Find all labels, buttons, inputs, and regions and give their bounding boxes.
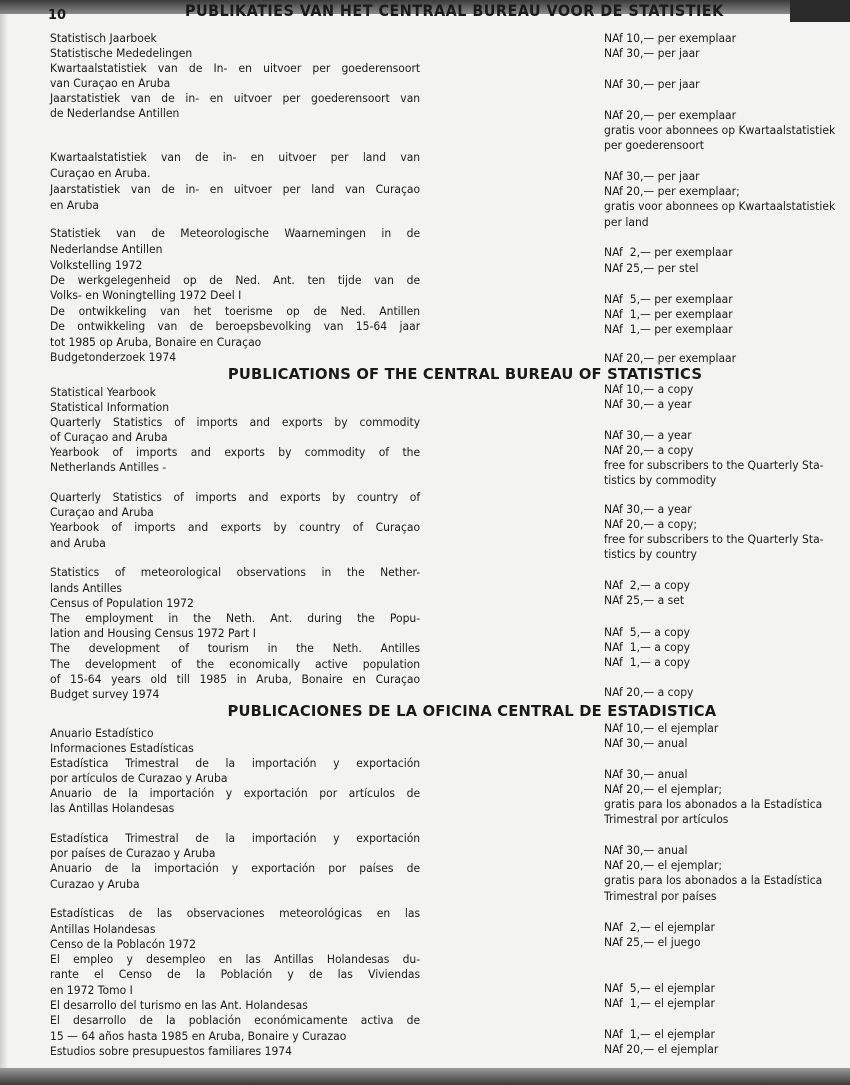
dutch-price-line: gratis voor abonnees op Kwartaalstatistiek (604, 123, 836, 137)
english-price-line: NAf 10,— a copy (604, 382, 694, 396)
spanish-publication-title-line: El desarrollo del turismo en las Ant. Holandesas (50, 998, 308, 1012)
dutch-publication-title-line: Jaarstatistiek van de in- en uitvoer per goederensoort van (50, 91, 421, 105)
dutch-publication-title-line: van Curaçao en Aruba (50, 76, 171, 90)
dutch-publication-title-line: Kwartaalstatistiek van de In- en uitvoer per goederensoort (50, 61, 421, 75)
english-publication-title-line: Census of Population 1972 (50, 596, 194, 610)
english-publication-title-line: Quarterly Statistics of imports and exports by country of (50, 490, 421, 504)
spanish-publication-title-line: El empleo y desempleo en las Antillas Holandesas du- (50, 952, 421, 966)
spanish-publication-title-line: Estadística Trimestral de la importación y exportación (50, 831, 421, 845)
spanish-publication-title-line: por países de Curazao y Aruba (50, 846, 216, 860)
english-publication-title-line: Budget survey 1974 (50, 687, 160, 701)
dutch-publication-title-line: Kwartaalstatistiek van de in- en uitvoer per land van (50, 150, 421, 164)
dutch-publication-title-line: Volks- en Woningtelling 1972 Deel I (50, 288, 242, 302)
spanish-price-line: NAf 1,— el ejemplar (604, 1027, 715, 1041)
spanish-price-line: NAf 20,— el ejemplar; (604, 782, 722, 796)
spanish-price-line: NAf 20,— el ejemplar; (604, 858, 722, 872)
english-publication-title-line: Curaçao and Aruba (50, 505, 154, 519)
english-publication-title-line: Statistical Information (50, 400, 170, 414)
english-publication-title-line: of Curaçao and Aruba (50, 430, 168, 444)
dutch-price-line: gratis voor abonnees op Kwartaalstatistiek (604, 199, 836, 213)
english-price-line: NAf 2,— a copy (604, 578, 690, 592)
scan-bottom-edge (0, 1068, 850, 1085)
spanish-price-line: NAf 5,— el ejemplar (604, 981, 715, 995)
english-price-line: NAf 5,— a copy (604, 625, 690, 639)
scan-left-edge (0, 14, 8, 1068)
english-price-line: NAf 30,— a year (604, 502, 692, 516)
dutch-publication-title-line: De werkgelegenheid op de Ned. Ant. ten tijde van de (50, 273, 421, 287)
spanish-publication-title-line: Curazao y Aruba (50, 877, 140, 891)
spanish-publication-title-line: Estadísticas de las observaciones meteorológicas en las (50, 906, 421, 920)
english-price-line: NAf 30,— a year (604, 428, 692, 442)
english-publication-title-line: Yearbook of imports and exports by country of Curaçao (50, 520, 421, 534)
spanish-price-line: NAf 20,— el ejemplar (604, 1042, 719, 1056)
english-price-line: NAf 25,— a set (604, 593, 685, 607)
spanish-publication-title-line: 15 — 64 años hasta 1985 en Aruba, Bonaire y Curazao (50, 1029, 347, 1043)
dutch-publication-title-line: Statistische Mededelingen (50, 46, 193, 60)
english-price-line: NAf 1,— a copy (604, 655, 690, 669)
spanish-publication-title-line: rante el Censo de la Población y de las Viviendas (50, 967, 421, 981)
english-price-line: NAf 20,— a copy; (604, 517, 698, 531)
scan-corner-shadow (790, 0, 850, 22)
english-publication-title-line: The employment in the Neth. Ant. during the Popu- (50, 611, 421, 625)
dutch-price-line: NAf 30,— per jaar (604, 169, 700, 183)
spanish-price-line: Trimestral por países (604, 889, 717, 903)
english-publication-title-line: The development of tourism in the Neth. Antilles (50, 641, 421, 655)
spanish-publication-title-line: por artículos de Curazao y Aruba (50, 771, 228, 785)
spanish-publication-title-line: en 1972 Tomo I (50, 983, 133, 997)
english-publication-title-line: and Aruba (50, 536, 106, 550)
dutch-publication-title-line: en Aruba (50, 198, 99, 212)
spanish-publication-title-line: Informaciones Estadísticas (50, 741, 194, 755)
english-price-line: NAf 20,— a copy (604, 443, 694, 457)
dutch-publication-title-line: tot 1985 op Aruba, Bonaire en Curaçao (50, 335, 262, 349)
dutch-price-line: NAf 30,— per jaar (604, 77, 700, 91)
english-publication-title-line: Netherlands Antilles - (50, 460, 167, 474)
dutch-price-line: NAf 5,— per exemplaar (604, 292, 733, 306)
page-title: PUBLIKATIES VAN HET CENTRAAL BUREAU VOOR DE STATISTIEK (185, 1, 724, 20)
dutch-publication-title-line: De ontwikkeling van het toerisme op de Ned. Antillen (50, 304, 421, 318)
spanish-price-line: NAf 30,— anual (604, 843, 688, 857)
section-heading-english: PUBLICATIONS OF THE CENTRAL BUREAU OF STATISTICS (227, 365, 703, 383)
dutch-publication-title-line: Volkstelling 1972 (50, 258, 143, 272)
dutch-price-line: NAf 30,— per jaar (604, 46, 700, 60)
english-publication-title-line: lation and Housing Census 1972 Part I (50, 626, 256, 640)
spanish-publication-title-line: Anuario Estadístico (50, 726, 154, 740)
section-heading-spanish: PUBLICACIONES DE LA OFICINA CENTRAL DE ESTADISTICA (227, 702, 717, 720)
spanish-price-line: NAf 2,— el ejemplar (604, 920, 715, 934)
dutch-publication-title-line: Jaarstatistiek van de in- en uitvoer per land van Curaçao (50, 182, 421, 196)
spanish-price-line: gratis para los abonados a la Estadística (604, 797, 823, 811)
english-publication-title-line: Statistics of meteorological observations in the Nether- (50, 565, 421, 579)
spanish-publication-title-line: Anuario de la importación y exportación por países de (50, 861, 421, 875)
spanish-price-line: NAf 30,— anual (604, 736, 688, 750)
spanish-price-line: NAf 1,— el ejemplar (604, 996, 715, 1010)
english-price-line: free for subscribers to the Quarterly Sta- (604, 458, 824, 472)
dutch-publication-title-line: De ontwikkeling van de beroepsbevolking van 15-64 jaar (50, 319, 421, 333)
spanish-price-line: Trimestral por artículos (604, 812, 729, 826)
english-publication-title-line: Statistical Yearbook (50, 385, 156, 399)
dutch-price-line: NAf 1,— per exemplaar (604, 307, 733, 321)
dutch-price-line: NAf 25,— per stel (604, 261, 699, 275)
spanish-price-line: NAf 25,— el juego (604, 935, 701, 949)
dutch-publication-title-line: Curaçao en Aruba. (50, 166, 151, 180)
dutch-price-line: NAf 20,— per exemplaar (604, 108, 737, 122)
dutch-price-line: NAf 10,— per exemplaar (604, 31, 737, 45)
english-publication-title-line: lands Antilles (50, 581, 123, 595)
english-price-line: NAf 20,— a copy (604, 685, 694, 699)
english-price-line: tistics by commodity (604, 473, 717, 487)
english-publication-title-line: of 15-64 years old till 1985 in Aruba, Bonaire en Curaçao (50, 672, 421, 686)
spanish-price-line: NAf 10,— el ejemplar (604, 721, 719, 735)
spanish-publication-title-line: Censo de la Poblacón 1972 (50, 937, 196, 951)
spanish-publication-title-line: Estadística Trimestral de la importación y exportación (50, 756, 421, 770)
english-publication-title-line: Yearbook of imports and exports by commodity of the (50, 445, 421, 459)
spanish-price-line: NAf 30,— anual (604, 767, 688, 781)
dutch-price-line: NAf 20,— per exemplaar (604, 351, 737, 365)
dutch-price-line: per land (604, 215, 649, 229)
english-price-line: free for subscribers to the Quarterly Sta- (604, 532, 824, 546)
dutch-publication-title-line: de Nederlandse Antillen (50, 106, 180, 120)
english-price-line: NAf 1,— a copy (604, 640, 690, 654)
page-number: 10 (48, 8, 67, 23)
spanish-publication-title-line: Anuario de la importación y exportación por artículos de (50, 786, 421, 800)
english-publication-title-line: The development of the economically active population (50, 657, 421, 671)
dutch-price-line: NAf 1,— per exemplaar (604, 322, 733, 336)
dutch-price-line: NAf 20,— per exemplaar; (604, 184, 740, 198)
dutch-price-line: per goederensoort (604, 138, 705, 152)
spanish-price-line: gratis para los abonados a la Estadística (604, 873, 823, 887)
dutch-publication-title-line: Statistiek van de Meteorologische Waarnemingen in de (50, 226, 421, 240)
dutch-price-line: NAf 2,— per exemplaar (604, 245, 733, 259)
english-price-line: tistics by country (604, 547, 697, 561)
spanish-publication-title-line: El desarrollo de la población económicamente activa de (50, 1013, 421, 1027)
dutch-publication-title-line: Nederlandse Antillen (50, 242, 163, 256)
dutch-publication-title-line: Statistisch Jaarboek (50, 31, 157, 45)
english-publication-title-line: Quarterly Statistics of imports and exports by commodity (50, 415, 421, 429)
spanish-publication-title-line: Antillas Holandesas (50, 922, 156, 936)
spanish-publication-title-line: las Antillas Holandesas (50, 801, 175, 815)
spanish-publication-title-line: Estudios sobre presupuestos familiares 1974 (50, 1044, 293, 1058)
dutch-publication-title-line: Budgetonderzoek 1974 (50, 350, 177, 364)
english-price-line: NAf 30,— a year (604, 397, 692, 411)
